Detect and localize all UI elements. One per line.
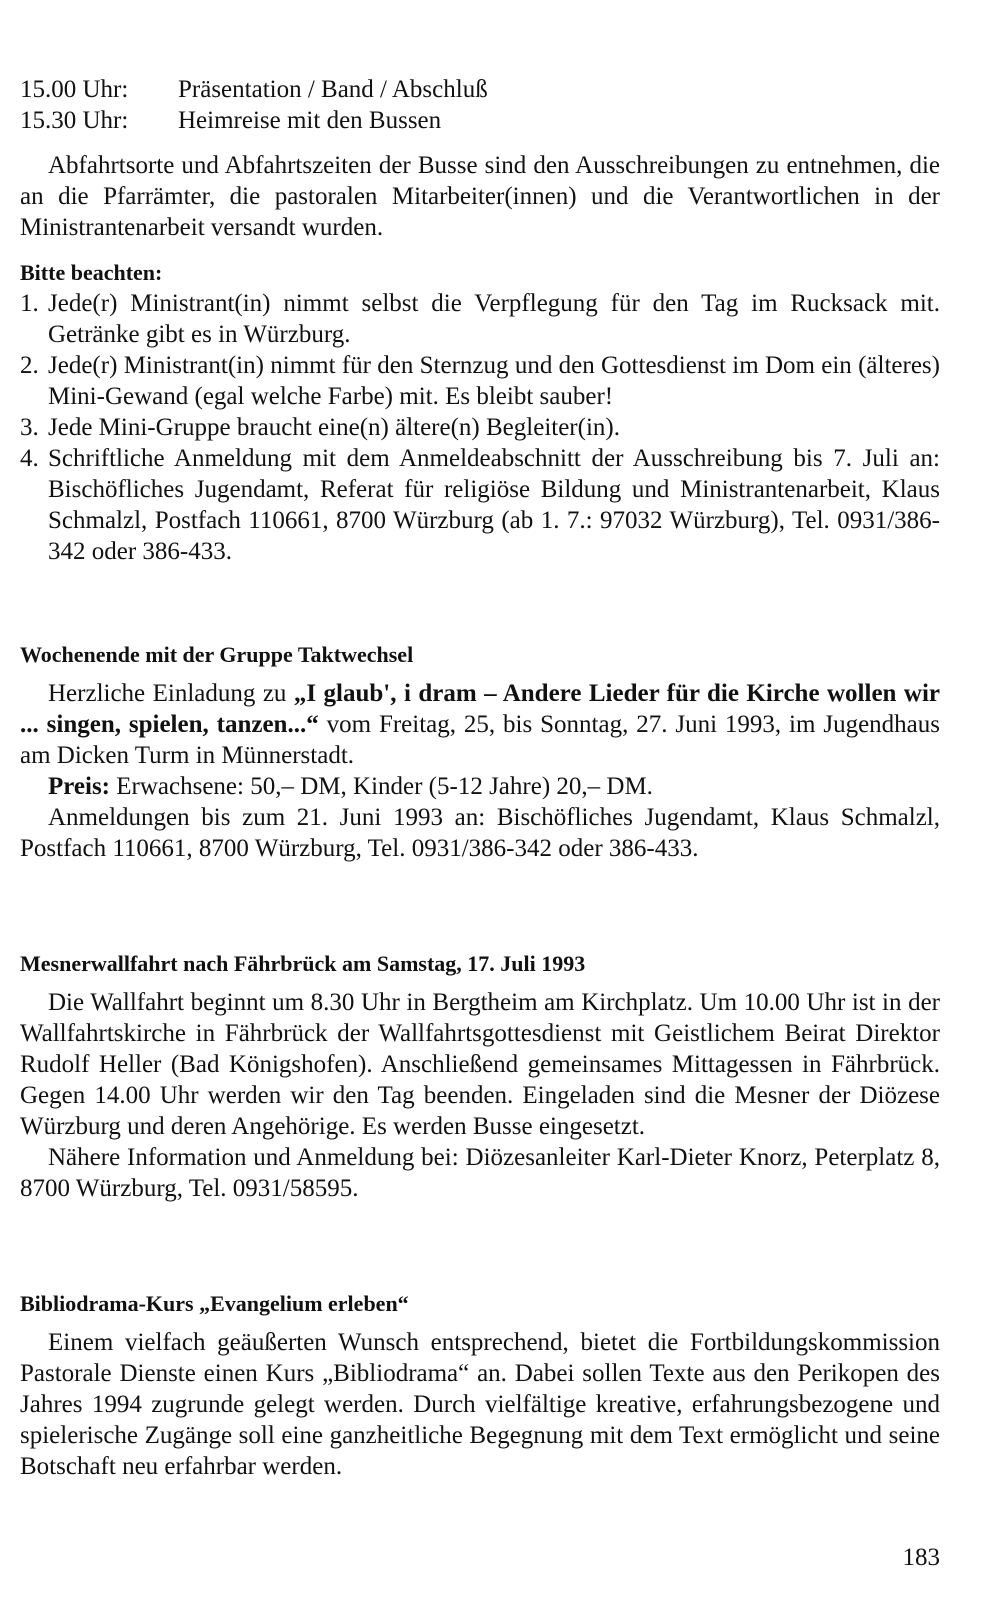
notes-list	[20, 288, 940, 567]
taktwechsel-intro	[20, 678, 940, 771]
taktwechsel-intro-suffix: vom Freitag, 25, bis Sonntag, 27. Juni 1993, im Jugendhaus am Dicken Turm in Münnerstadt.	[20, 711, 940, 769]
list-item-text: Schriftliche Anmeldung mit dem Anmeldeabschnitt der Ausschreibung bis 7. Juli an: Bischöfliches Jugendamt, Referat für religiöse Bildung und Ministrantenarbeit, Klaus Schmalzl, Postfach 110661, 8700 Würzburg (ab 1. 7.: 97032 Würzburg), Tel. 0931/386-342 oder 386-433.	[48, 445, 940, 565]
list-item	[20, 412, 940, 443]
list-item-text: Jede(r) Ministrant(in) nimmt für den Sternzug und den Gottesdienst im Dom ein (älteres) Mini-Gewand (egal welche Farbe) mit. Es bleibt sauber!	[48, 352, 940, 410]
list-item-number: 3.	[20, 414, 39, 441]
taktwechsel-title: „I glaub', i dram – Andere Lieder für die Kirche wollen wir ... singen, spielen, tanzen...“	[20, 680, 940, 738]
schedule-time: 15.30 Uhr:	[20, 107, 129, 134]
mesner-body: Die Wallfahrt beginnt um 8.30 Uhr in Bergtheim am Kirchplatz. Um 10.00 Uhr ist in der Wallfahrtskirche in Fährbrück der Wallfahrtsgottesdienst mit Geistlichem Beirat Direktor Rudolf Heller (Bad Königshofen). Anschließend gemeinsames Mittagessen in Fährbrück. Gegen 14.00 Uhr werden wir den Tag beenden. Eingeladen sind die Mesner der Diözese Würzburg und deren Angehörige. Es werden Busse eingesetzt.	[20, 989, 940, 1140]
taktwechsel-price	[20, 771, 940, 802]
document-page	[20, 74, 940, 1482]
section-heading-bibliodrama: Bibliodrama-Kurs „Evangelium erleben“	[20, 1291, 409, 1316]
list-item-number: 1.	[20, 290, 39, 317]
notes-heading: Bitte beachten:	[20, 260, 163, 285]
list-item-text: Jede Mini-Gruppe braucht eine(n) ältere(n) Begleiter(in).	[48, 414, 620, 441]
schedule-time: 15.00 Uhr:	[20, 76, 129, 103]
price-label: Preis:	[48, 773, 111, 800]
list-item-text: Jede(r) Ministrant(in) nimmt selbst die Verpflegung für den Tag im Rucksack mit. Getränke gibt es in Würzburg.	[48, 290, 940, 348]
schedule-event: Heimreise mit den Bussen	[178, 107, 442, 134]
mesner-contact: Nähere Information und Anmeldung bei: Diözesanleiter Karl-Dieter Knorz, Peterplatz 8, 8700 Würzburg, Tel. 0931/58595.	[20, 1144, 940, 1202]
taktwechsel-intro-prefix: Herzliche Einladung zu	[48, 680, 294, 707]
taktwechsel-registration: Anmeldungen bis zum 21. Juni 1993 an: Bischöfliches Jugendamt, Klaus Schmalzl, Postfach 110661, 8700 Würzburg, Tel. 0931/386-342 oder 386-433.	[20, 804, 940, 862]
list-item-number: 2.	[20, 352, 39, 379]
schedule-row	[20, 74, 940, 105]
section-heading-mesner: Mesnerwallfahrt nach Fährbrück am Samstag, 17. Juli 1993	[20, 951, 586, 976]
section-heading-taktwechsel: Wochenende mit der Gruppe Taktwechsel	[20, 642, 414, 667]
list-item	[20, 443, 940, 567]
list-item-number: 4.	[20, 445, 39, 472]
schedule-row	[20, 105, 940, 136]
departure-info: Abfahrtsorte und Abfahrtszeiten der Busse sind den Ausschreibungen zu entnehmen, die an die Pfarrämter, die pastoralen Mitarbeiter(innen) und die Verantwortlichen in der Ministrantenarbeit versandt wurden.	[20, 152, 940, 241]
schedule-event: Präsentation / Band / Abschluß	[178, 76, 488, 103]
list-item	[20, 350, 940, 412]
list-item	[20, 288, 940, 350]
bibliodrama-body: Einem vielfach geäußerten Wunsch entsprechend, bietet die Fortbildungskommission Pastorale Dienste einen Kurs „Bibliodrama“ an. Dabei sollen Texte aus den Perikopen des Jahres 1994 zugrunde gelegt werden. Durch vielfältige kreative, erfahrungsbezogene und spielerische Zugänge soll eine ganzheitliche Begegnung mit dem Text ermöglicht und seine Botschaft neu erfahrbar werden.	[20, 1329, 940, 1480]
page-number: 183	[902, 1544, 940, 1571]
price-text: Erwachsene: 50,– DM, Kinder (5-12 Jahre) 20,– DM.	[110, 773, 653, 800]
